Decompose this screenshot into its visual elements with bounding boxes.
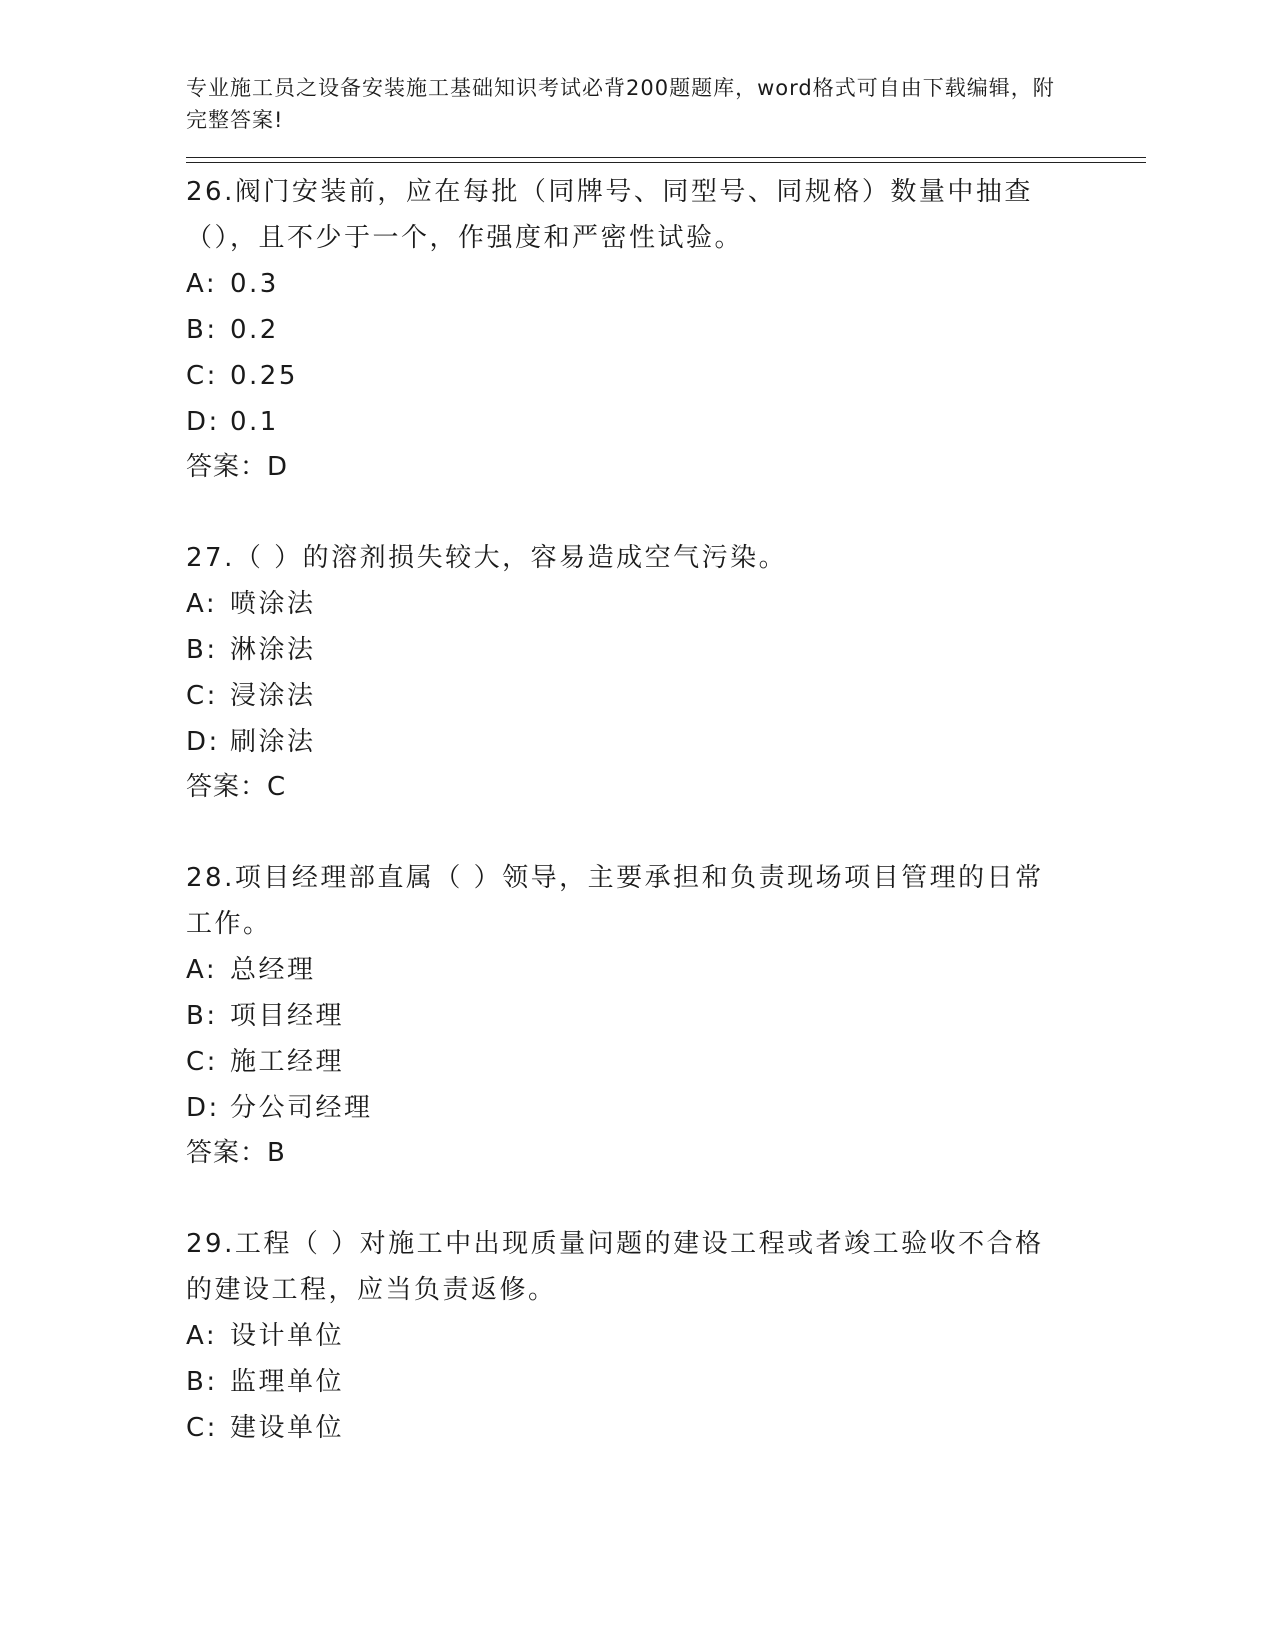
option-text: 浸涂法 <box>230 681 316 711</box>
header-divider-bottom <box>186 162 1146 163</box>
option-key: C: <box>186 361 218 391</box>
option-b <box>186 627 1146 673</box>
option-c <box>186 1039 1146 1085</box>
question-27 <box>186 535 1146 809</box>
option-b <box>186 307 1146 353</box>
option-c <box>186 673 1146 719</box>
option-key: B: <box>186 1367 218 1397</box>
question-29 <box>186 1221 1146 1451</box>
answer-line: 答案：B <box>186 1138 286 1168</box>
option-text: 0.3 <box>230 269 279 299</box>
option-key: A: <box>186 269 218 299</box>
option-text: 喷涂法 <box>230 589 316 619</box>
question-text: 26.阀门安装前，应在每批（同牌号、同型号、同规格）数量中抽查（），且不少于一个，作强度和严密性试验。 <box>186 177 1033 253</box>
option-text: 淋涂法 <box>230 635 316 665</box>
option-d <box>186 1085 1146 1131</box>
option-key: A: <box>186 589 218 619</box>
question-text: 27.（ ）的溶剂损失较大，容易造成空气污染。 <box>186 543 788 573</box>
option-text: 项目经理 <box>230 1001 345 1031</box>
question-28 <box>186 855 1146 1175</box>
option-text: 刷涂法 <box>230 727 316 757</box>
document-page <box>186 72 1146 1497</box>
option-key: B: <box>186 315 218 345</box>
question-text: 28.项目经理部直属（ ）领导，主要承担和负责现场项目管理的日常工作。 <box>186 863 1044 939</box>
question-26 <box>186 169 1146 489</box>
option-c <box>186 353 1146 399</box>
option-text: 0.25 <box>230 361 298 391</box>
header-divider-top <box>186 157 1146 158</box>
option-key: D: <box>186 407 220 437</box>
option-key: C: <box>186 681 218 711</box>
option-key: A: <box>186 955 218 985</box>
option-text: 总经理 <box>230 955 316 985</box>
option-key: D: <box>186 1093 220 1123</box>
option-text: 监理单位 <box>230 1367 345 1397</box>
document-header: 专业施工员之设备安装施工基础知识考试必背200题题库，word格式可自由下载编辑，附完整答案! <box>186 76 1055 132</box>
option-d <box>186 399 1146 445</box>
option-text: 施工经理 <box>230 1047 345 1077</box>
option-a <box>186 581 1146 627</box>
option-text: 0.2 <box>230 315 279 345</box>
option-c <box>186 1405 1146 1451</box>
answer-line: 答案：C <box>186 772 287 802</box>
option-key: B: <box>186 1001 218 1031</box>
option-a <box>186 947 1146 993</box>
option-a <box>186 261 1146 307</box>
option-key: C: <box>186 1047 218 1077</box>
option-text: 建设单位 <box>230 1413 345 1443</box>
option-key: B: <box>186 635 218 665</box>
question-text: 29.工程（ ）对施工中出现质量问题的建设工程或者竣工验收不合格的建设工程，应当负责返修。 <box>186 1229 1044 1305</box>
option-d <box>186 719 1146 765</box>
question-list <box>186 169 1146 1451</box>
option-b <box>186 1359 1146 1405</box>
answer-line: 答案：D <box>186 452 289 482</box>
option-key: C: <box>186 1413 218 1443</box>
option-a <box>186 1313 1146 1359</box>
option-text: 设计单位 <box>230 1321 345 1351</box>
option-text: 0.1 <box>230 407 279 437</box>
option-key: A: <box>186 1321 218 1351</box>
option-text: 分公司经理 <box>230 1093 373 1123</box>
option-b <box>186 993 1146 1039</box>
option-key: D: <box>186 727 220 757</box>
